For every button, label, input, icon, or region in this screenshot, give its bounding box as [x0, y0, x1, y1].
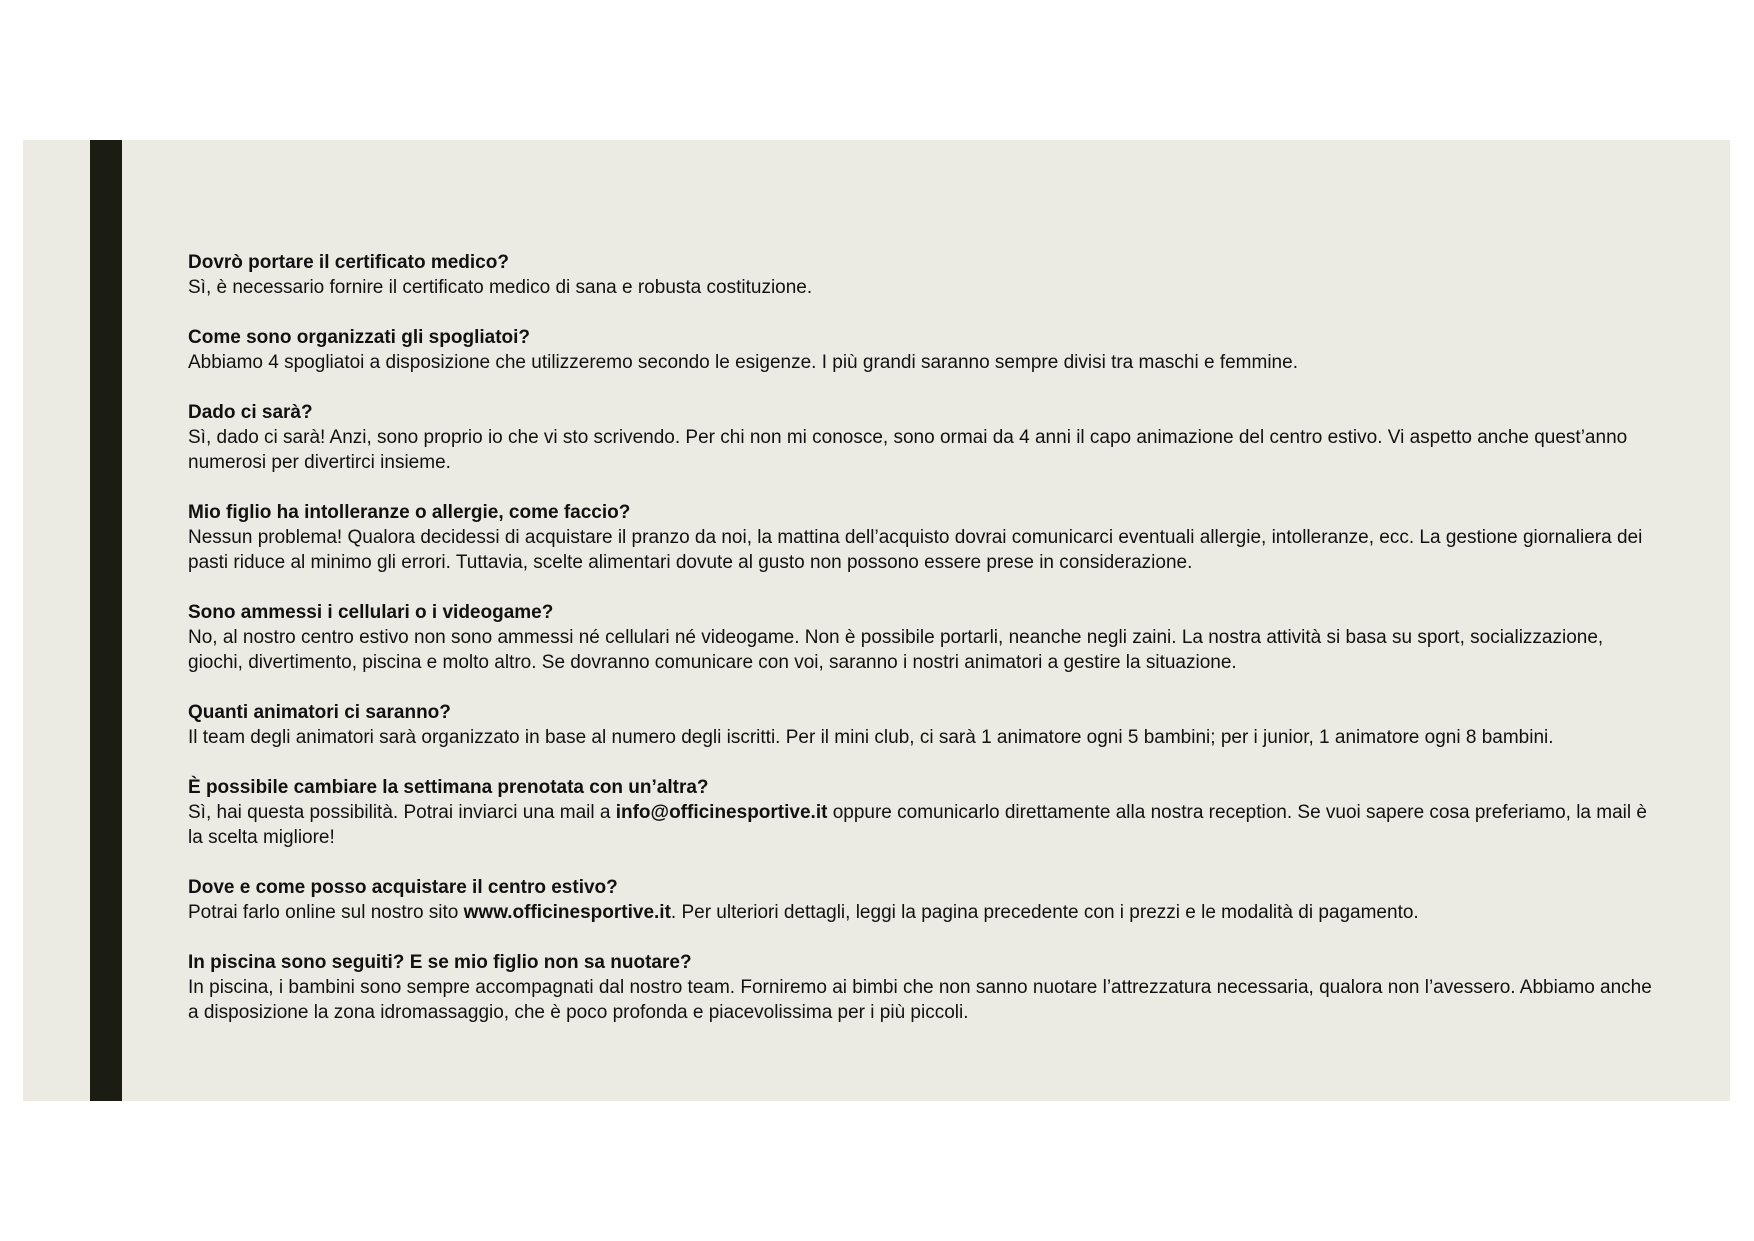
faq-question: Mio figlio ha intolleranze o allergie, come faccio?: [188, 502, 631, 523]
faq-question: Quanti animatori ci saranno?: [188, 702, 451, 723]
faq-item-medical-certificate: [188, 250, 1658, 300]
faq-question: Come sono organizzati gli spogliatoi?: [188, 327, 531, 348]
faq-question: In piscina sono seguiti? E se mio figlio non sa nuotare?: [188, 952, 692, 973]
accent-sidebar-bar: [90, 140, 122, 1101]
faq-item-swimming-pool: [188, 950, 1658, 1025]
faq-item-allergies: [188, 500, 1658, 575]
faq-item-dado: [188, 400, 1658, 475]
faq-answer: Il team degli animatori sarà organizzato in base al numero degli iscritti. Per il mini club, ci sarà 1 animatore ogni 5 bambini; per i junior, 1 animatore ogni 8 bambini.: [188, 727, 1554, 748]
faq-answer: In piscina, i bambini sono sempre accompagnati dal nostro team. Forniremo ai bimbi che non sanno nuotare l’attrezzatura necessaria, qualora non l’avessero. Abbiamo anche a disposizione la zona idromassaggio, che è poco profonda e piacevolissima per i più piccoli.: [188, 977, 1652, 1023]
faq-answer: [188, 900, 1658, 925]
faq-answer: Sì, è necessario fornire il certificato medico di sana e robusta costituzione.: [188, 277, 813, 298]
website-link[interactable]: www.officinesportive.it: [463, 902, 671, 923]
faq-answer-text: Sì, hai questa possibilità. Potrai inviarci una mail a: [188, 802, 616, 823]
faq-question: È possibile cambiare la settimana prenotata con un’altra?: [188, 777, 709, 798]
faq-answer: No, al nostro centro estivo non sono ammessi né cellulari né videogame. Non è possibile portarli, neanche negli zaini. La nostra attività si basa su sport, socializzazione, giochi, divertimento, piscina e molto altro. Se dovranno comunicare con voi, saranno i nostri animatori a gestire la situazione.: [188, 627, 1604, 673]
faq-answer: Sì, dado ci sarà! Anzi, sono proprio io che vi sto scrivendo. Per chi non mi conosce, sono ormai da 4 anni il capo animazione del centro estivo. Vi aspetto anche quest’anno numerosi per divertirci insieme.: [188, 427, 1628, 473]
faq-answer-text: oppure comunicarlo direttamente alla nostra reception. Se vuoi sapere cosa preferiamo, la mail è la scelta migliore!: [188, 802, 1647, 848]
faq-question: Dado ci sarà?: [188, 402, 313, 423]
slide-panel: [23, 140, 1730, 1101]
faq-question: Dove e come posso acquistare il centro estivo?: [188, 877, 618, 898]
faq-answer: [188, 800, 1658, 850]
faq-item-change-week: [188, 775, 1658, 850]
faq-item-purchase: [188, 875, 1658, 925]
faq-answer: Nessun problema! Qualora decidessi di acquistare il pranzo da noi, la mattina dell’acquisto dovrai comunicarci eventuali allergie, intolleranze, ecc. La gestione giornaliera dei pasti riduce al minimo gli errori. Tuttavia, scelte alimentari dovute al gusto non possono essere prese in considerazione.: [188, 527, 1643, 573]
faq-list: [188, 250, 1658, 1050]
faq-answer-text: . Per ulteriori dettagli, leggi la pagina precedente con i prezzi e le modalità di pagamento.: [670, 902, 1419, 923]
faq-item-phones-videogames: [188, 600, 1658, 675]
faq-question: Dovrò portare il certificato medico?: [188, 252, 509, 273]
faq-question: Sono ammessi i cellulari o i videogame?: [188, 602, 554, 623]
faq-answer: Abbiamo 4 spogliatoi a disposizione che utilizzeremo secondo le esigenze. I più grandi saranno sempre divisi tra maschi e femmine.: [188, 352, 1298, 373]
faq-item-animators: [188, 700, 1658, 750]
email-link[interactable]: info@officinesportive.it: [615, 802, 828, 823]
faq-answer-text: Potrai farlo online sul nostro sito: [188, 902, 464, 923]
faq-item-locker-rooms: [188, 325, 1658, 375]
